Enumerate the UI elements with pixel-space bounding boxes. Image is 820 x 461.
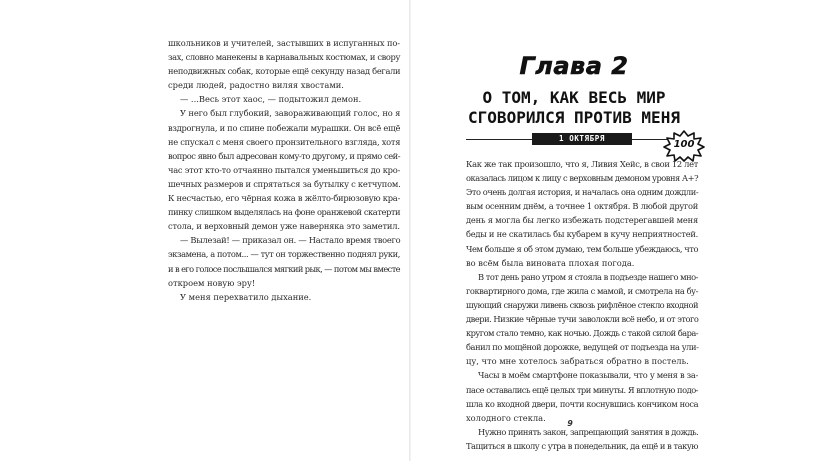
- right-line: беды и не скатилась бы кубарем в кучу неприятностей.: [466, 229, 698, 240]
- right-line: Это очень долгая история, и началась она одним дождли-: [466, 187, 699, 198]
- right-line: гоквартирного дома, где жила с мамой, и смотрела на бу-: [466, 285, 698, 296]
- chapter-title-line: О ТОМ, КАК ВЕСЬ МИР: [482, 88, 666, 107]
- left-line: не спускал с меня своего пронзительного взгляда, хотя: [168, 136, 401, 147]
- left-line: вздрогнула, и по спине побежали мурашки. Он всё ещё: [168, 122, 401, 133]
- badge-number: 100: [673, 139, 695, 150]
- left-line: зах, словно манекены в карнавальных костюмах, и свору: [168, 52, 400, 63]
- left-line: среди людей, радостно виляя хвостами.: [168, 80, 344, 91]
- right-line: день я могла бы легко избежать подстерегавшей меня: [466, 215, 698, 226]
- left-line: — ...Весь этот хаос, — подытожил демон.: [180, 94, 362, 105]
- left-line: шечных размеров и спрятаться за бутылку с кетчупом.: [168, 178, 401, 189]
- right-line: двери. Низкие чёрные тучи заволокли всё небо, и от этого: [466, 314, 699, 325]
- left-line: экзамена, а потом... — тут он торжественно поднял руки,: [168, 249, 400, 260]
- left-line: пинку слишком выделялась на фоне оранжевой скатерти: [168, 207, 401, 218]
- left-page-text: [168, 36, 400, 304]
- chapter-title: [458, 88, 690, 128]
- chapter-heading: Глава 2: [519, 52, 629, 80]
- date-label: 1 ОКТЯБРЯ: [532, 133, 632, 145]
- right-line: вым осенним днём, а точнее 1 октября. В любой другой: [466, 201, 698, 212]
- right-line: шла ко входной двери, почти коснувшись кончиком носа: [466, 398, 699, 409]
- right-line: В тот день рано утром я стояла в подъезде нашего мно-: [478, 271, 698, 282]
- right-line: шующий снаружи ливень сквозь рифлёное стекло входной: [466, 299, 698, 310]
- right-line: цу, что мне хотелось забраться обратно в постель.: [466, 356, 689, 367]
- left-line: У меня перехватило дыхание.: [180, 291, 312, 302]
- left-line: У него был глубокий, завораживающий голос, но я: [180, 108, 401, 119]
- left-line: — Вылезай! — приказал он. — Настало время твоего: [180, 235, 401, 246]
- right-line: во всём была виновата плохая погода.: [466, 257, 635, 268]
- left-line: школьников и учителей, застывших в испуганных по-: [168, 38, 400, 48]
- left-line: откроем новую эру!: [168, 277, 256, 288]
- left-line: вопрос явно был адресован кому-то другому, и прямо сей-: [168, 150, 401, 161]
- chapter-title-line: СГОВОРИЛСЯ ПРОТИВ МЕНЯ: [468, 108, 680, 127]
- right-line: Часы в моём смартфоне показывали, что у меня в за-: [478, 370, 698, 381]
- right-line: банил по мощёной дорожке, ведущей от подъезда на ули-: [466, 342, 699, 353]
- page-number: 9: [567, 419, 573, 428]
- right-line: кругом стало темно, как ночью. Дождь с такой силой бара-: [466, 328, 699, 339]
- left-line: стола, и верховный демон уже наверняка это заметил.: [168, 221, 400, 232]
- right-line: Нужно принять закон, запрещающий занятия в дождь.: [478, 426, 699, 437]
- left-line: К несчастью, его чёрная кожа в жёлто-бирюзовую кра-: [168, 193, 400, 204]
- right-page-text: [466, 157, 698, 453]
- left-line: неподвижных собак, которые ещё секунду назад бегали: [168, 66, 401, 77]
- right-line: Как же так произошло, что я, Ливия Хейс, в свои 12 лет: [466, 159, 698, 169]
- right-line: холодного стекла.: [466, 412, 546, 423]
- book-spine: [409, 0, 411, 461]
- left-line: час этот кто-то отчаянно пытался уменьшиться до кро-: [168, 164, 400, 175]
- left-line: и в его голосе послышался мягкий рык, — потом мы вместе: [168, 263, 400, 274]
- right-line: Тащиться в школу с утра в понедельник, да ещё и в такую: [466, 440, 698, 451]
- right-line: пасе оставались ещё целых три минуты. Я вплотную подо-: [466, 384, 698, 395]
- right-line: Чем больше я об этом думаю, тем больше убеждаюсь, что: [466, 243, 699, 254]
- right-line: оказалась лицом к лицу с верховным демоном уровня А+?: [466, 173, 699, 184]
